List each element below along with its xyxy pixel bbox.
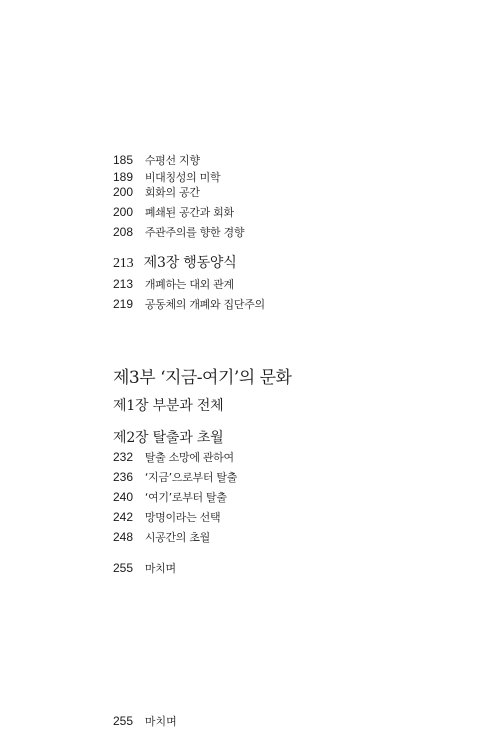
toc-entry (113, 169, 220, 185)
toc-entry (113, 224, 244, 240)
toc-page-number: 232 (113, 450, 134, 464)
toc-entry-title: ‘여기’로부터 탈출 (144, 491, 227, 504)
toc-entry (113, 184, 200, 200)
toc-page-number: 248 (113, 530, 134, 544)
toc-entry (113, 152, 200, 168)
toc-entry-title: 망명이라는 선택 (144, 511, 221, 524)
toc-entry-title: 공동체의 개폐와 집단주의 (144, 298, 265, 311)
toc-entry (113, 560, 176, 576)
toc-entry-title: 시공간의 초월 (144, 531, 210, 544)
toc-entry-title: 회화의 공간 (144, 186, 200, 199)
toc-page-number: 219 (113, 297, 134, 311)
toc-page-number: 213 (113, 256, 134, 271)
toc-chapter-heading: 제1장 부분과 전체 (113, 398, 224, 414)
toc-page-number: 236 (113, 470, 134, 484)
toc-page-number: 242 (113, 510, 134, 524)
toc-page-number: 213 (113, 277, 134, 291)
toc-entry-title: 폐쇄된 공간과 회화 (144, 206, 234, 219)
toc-entry-title: 마치며 (144, 562, 176, 575)
footer-page-number: 255 (113, 714, 134, 728)
toc-entry-title: ‘지금’으로부터 탈출 (144, 471, 238, 484)
toc-chapter-title: 제3장 행동양식 (143, 255, 237, 271)
toc-page-number: 255 (113, 561, 134, 575)
toc-entry-title: 수평선 지향 (144, 154, 200, 167)
toc-chapter-heading (113, 252, 237, 272)
toc-page-number: 200 (113, 185, 134, 199)
toc-entry (113, 276, 234, 292)
toc-entry (113, 509, 220, 525)
toc-entry (113, 529, 210, 545)
toc-entry (113, 489, 227, 505)
footer-title: 마치며 (144, 715, 177, 728)
toc-entry-title: 비대칭성의 미학 (144, 171, 221, 184)
toc-part-heading: 제3부 ‘지금-여기’의 문화 (113, 368, 292, 388)
toc-entry (113, 469, 237, 485)
toc-entry-title: 개폐하는 대외 관계 (144, 278, 234, 291)
page-footer-entry (113, 713, 177, 729)
toc-entry (113, 449, 234, 465)
toc-entry-title: 주관주의를 향한 경향 (144, 226, 245, 239)
toc-page-number: 189 (113, 170, 134, 184)
toc-page-number: 240 (113, 490, 134, 504)
toc-page-number: 185 (113, 153, 134, 167)
toc-entry (113, 204, 234, 220)
toc-page-number: 208 (113, 225, 134, 239)
toc-chapter-heading: 제2장 탈출과 초월 (113, 430, 224, 446)
toc-page-number: 200 (113, 205, 134, 219)
toc-entry-title: 탈출 소망에 관하여 (144, 451, 234, 464)
toc-entry (113, 296, 265, 312)
